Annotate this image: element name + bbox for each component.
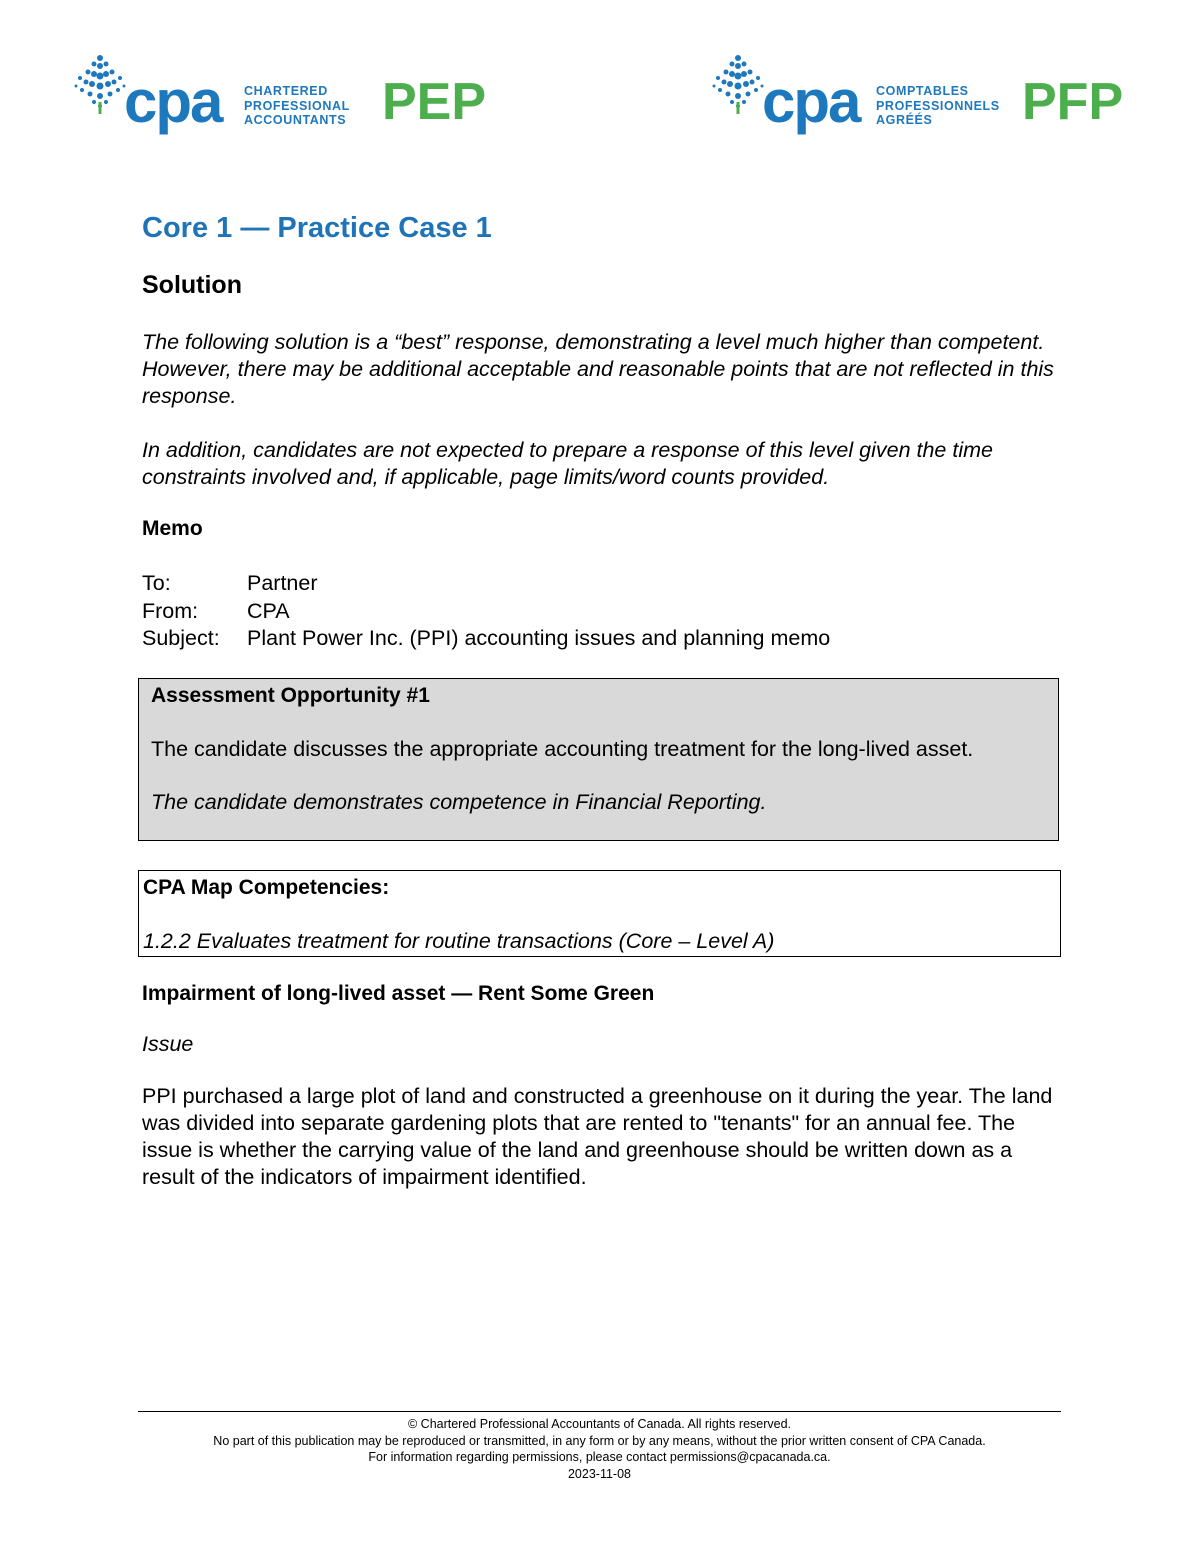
assessment-text: The candidate discusses the appropriate accounting treatment for the long-lived asset.: [151, 737, 974, 761]
memo-to-value: Partner: [247, 571, 318, 595]
memo-from-label: From:: [142, 598, 199, 623]
intro-paragraph-1: The following solution is a “best” response, demonstrating a level much higher than competent. However, there may be additional acceptable and reasonable points that are not reflected in this response.: [142, 330, 1054, 408]
assessment-opportunity-box: [138, 678, 1059, 841]
footer-date: 2023-11-08: [567, 1466, 631, 1481]
intro-paragraph-2: In addition, candidates are not expected to prepare a response of this level given the time constraints involved and, if applicable, page limits/word counts provided.: [142, 438, 993, 489]
page-title: Core 1 — Practice Case 1: [142, 212, 492, 244]
memo-to-row: [142, 570, 830, 598]
section-heading: Impairment of long-lived asset — Rent Some Green: [142, 982, 655, 1005]
footer-copyright: © Chartered Professional Accountants of Canada. All rights reserved.: [407, 1417, 792, 1431]
logo-tagline: CHARTERED PROFESSIONAL ACCOUNTANTS: [244, 84, 350, 127]
page-footer: [138, 1416, 1061, 1482]
program-label: PFP: [1022, 73, 1124, 131]
cpa-wordmark: cpa: [124, 68, 222, 135]
memo-from-value: CPA: [247, 598, 290, 623]
assessment-competence: The candidate demonstrates competence in Financial Reporting.: [151, 790, 767, 814]
memo-subject-row: [142, 625, 830, 653]
maple-leaf-icon: [710, 52, 766, 116]
footer-divider: [138, 1411, 1061, 1412]
memo-subject-value: Plant Power Inc. (PPI) accounting issues and planning memo: [247, 626, 831, 650]
footer-permissions-contact: For information regarding permissions, please contact permissions@cpacanada.ca.: [368, 1450, 831, 1464]
memo-from-row: [142, 598, 830, 626]
memo-header-table: [142, 570, 830, 653]
issue-paragraph: PPI purchased a large plot of land and constructed a greenhouse on it during the year. The land was divided into separate gardening plots that are rented to "tenants" for an annual fee. The issue is whether the carrying value of the land and greenhouse should be written down as a result of the indicators of impairment identified.: [142, 1084, 1053, 1189]
competency-item: 1.2.2 Evaluates treatment for routine transactions (Core – Level A): [143, 929, 775, 953]
solution-heading: Solution: [142, 271, 242, 299]
competencies-title: CPA Map Competencies:: [143, 876, 390, 899]
memo-subject-label: Subject:: [142, 626, 220, 650]
program-label: PEP: [382, 73, 487, 131]
issue-heading: Issue: [142, 1032, 194, 1056]
cpa-pep-logo: [72, 52, 512, 142]
memo-heading: Memo: [142, 517, 203, 540]
footer-reproduction-notice: No part of this publication may be reproduced or transmitted, in any form or by any means, without the prior written consent of CPA Canada.: [213, 1433, 986, 1448]
cpa-wordmark: cpa: [762, 68, 860, 135]
memo-to-label: To:: [142, 571, 171, 595]
logo-tagline: COMPTABLES PROFESSIONNELS AGRÉÉS: [876, 84, 1000, 127]
maple-leaf-icon: [72, 52, 128, 116]
cpa-pfp-logo: [710, 52, 1130, 142]
assessment-title: Assessment Opportunity #1: [151, 684, 430, 707]
competencies-box: [138, 870, 1061, 957]
